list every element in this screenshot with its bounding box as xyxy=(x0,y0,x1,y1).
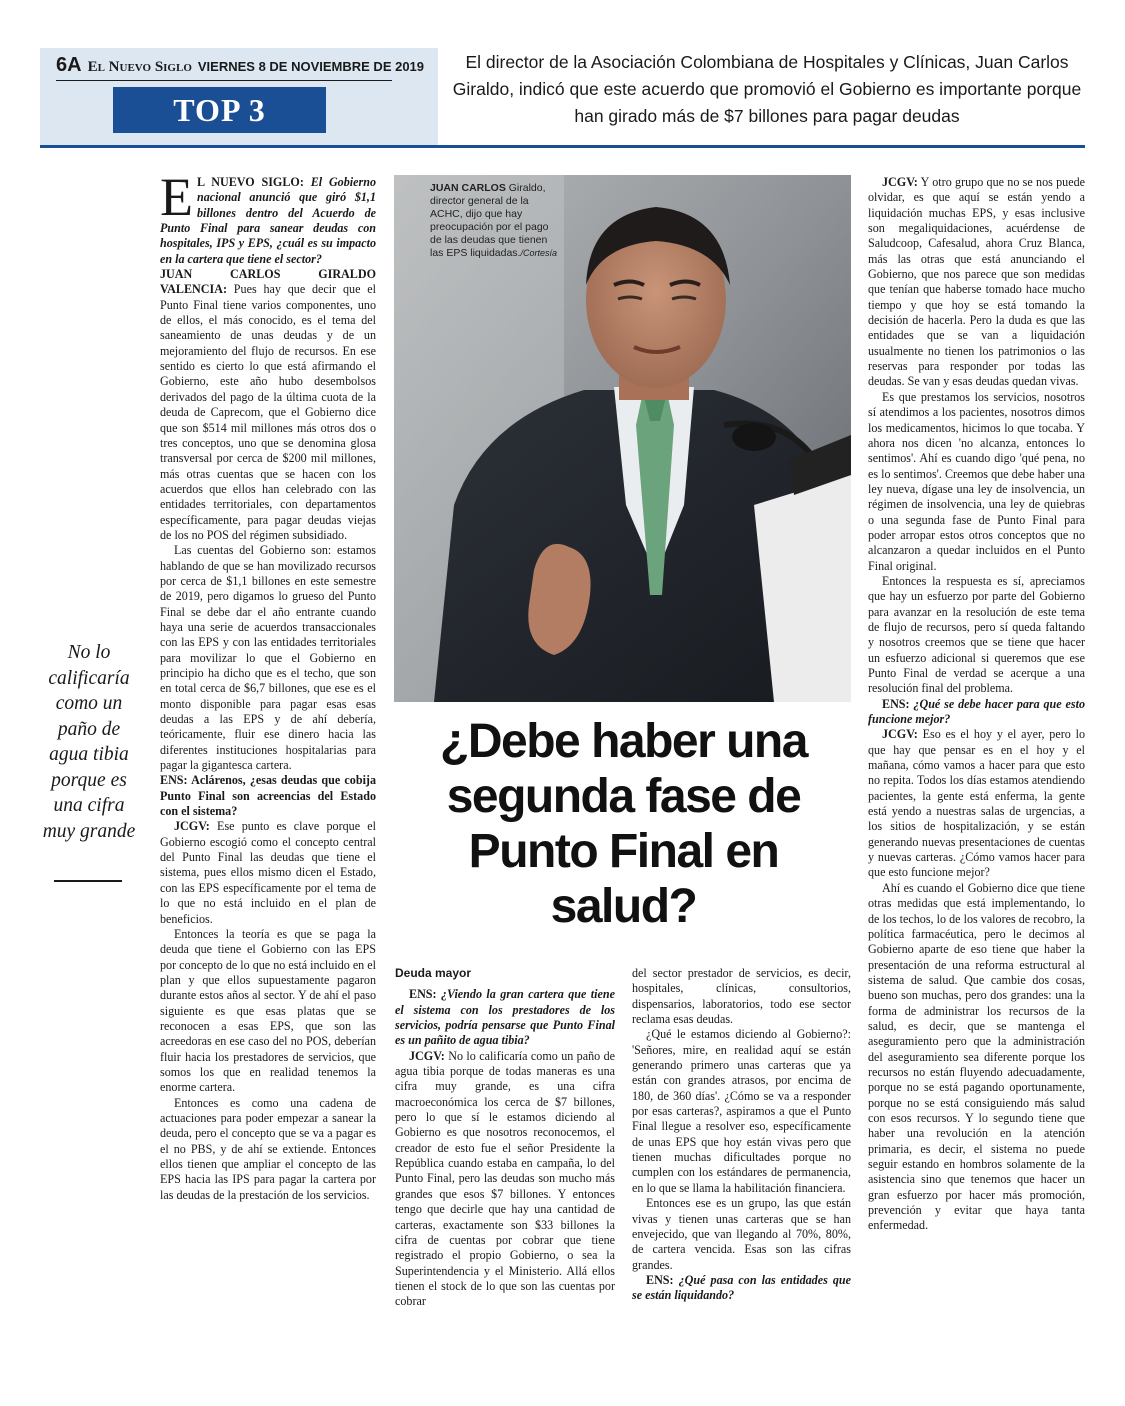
article-column-1 xyxy=(160,167,376,1203)
article-deck: El director de la Asociación Colombiana de Hospitales y Clínicas, Juan Carlos Giraldo, indicó que este acuerdo que promovió el Gobierno es importante porque han girado más de $7 billones para pagar deudas xyxy=(452,52,1082,126)
photo-caption: JUAN CARLOS Giraldo, director general de la ACHC, dijo que hay preocupación por el pago de las deudas que tienen las EPS liquidadas./Cortesía xyxy=(430,182,557,259)
answer-paragraph: JUAN CARLOS GIRALDO VALENCIA: Pues hay que decir que el Punto Final tiene varios componentes, uno de ellos, el más conocido, es el tema del saneamiento de unas deudas y de un mejoramiento del flujo de recursos. En ese sentido es cierto lo que está afirmando el Gobierno, este año hubo desembolsos derivados del pago de la última cuota de la deuda de Caprecom, que el Gobierno dice que son $514 mil millones más otros dos o tres conceptos, uno que se denomina glosa transversal por cerca de $200 mil millones, más otras cuentas que se hacen con los acuerdos que ellos han celebrado con las entidades territoriales, con departamentos específicamente, para pagar deudas viejas de los no POS del régimen subsidiado. xyxy=(160,267,376,542)
subhead: Deuda mayor xyxy=(395,966,472,980)
body-paragraph: Entonces la teoría es que se paga la deuda que tiene el Gobierno con las EPS por concepto de lo que no está incluido en el plan y que ellos supuestamente pagaron durante estos años al sector. Y de ahí el paso siguiente es que esas platas que se reconocen a esas EPS, que son las acreedoras en ese caso del no POS, deberían fluir hacia los prestadores de servicios, que somos los que en realidad tenemos la enorme cartera. xyxy=(160,926,376,1095)
drop-cap: E xyxy=(160,167,193,227)
article-column-4 xyxy=(868,175,1085,1234)
newspaper-name: El Nuevo Siglo xyxy=(87,59,192,75)
question-paragraph: ENS: ¿Viendo la gran cartera que tiene el sistema con los prestadores de los servicios, podría pensarse que Punto Final es un pañito de agua tibia? xyxy=(395,987,615,1048)
headline: ¿Debe haber una segunda fase de Punto Final en salud? xyxy=(440,715,807,933)
body-paragraph: Entonces ese es un grupo, las que están vivas y tienen unas carteras que se han envejecido, que van llegando al 70%, 80%, de cartera vencida. Esas son las cifras grandes. xyxy=(632,1196,851,1272)
body-paragraph: ¿Qué le estamos diciendo al Gobierno?: 'Señores, mire, en realidad aquí se están generando primero unas carteras que ya están con grandes atrasos, por encima de 180, de 360 días'. ¿Cómo se va a responder por esas carteras?, aspiramos a que el Punto Final llegue a resolver eso, específicamente de unas EPS que hoy están vivas pero que tienen muchas dificultades porque no cumplen con los estándares de permanencia, en lo que se llama la habilitación financiera. xyxy=(632,1027,851,1195)
folio xyxy=(56,54,424,77)
answer-paragraph: JCGV: No lo calificaría como un paño de agua tibia porque de todas maneras es una cifra muy grande, es una cifra macroeconómica los cerca de $7 billones, pero lo que sí le estamos diciendo al Gobierno es que nosotros reconocemos, el creador de esto fue el señor Presidente la República cuando estaba en campaña, lo del Punto Final, pero las deudas son mucho más grandes que esos $7 billones. Y entonces tengo que decirle que hay una cantidad de carteras, exactamente son $33 billones la cifra de cuentas por cobrar que tiene registrado el propio Gobierno, o sea la Superintendencia y el Ministerio. Allá ellos tienen el stock de lo que son las cuentas por cobrar xyxy=(395,1048,615,1309)
body-paragraph: Entonces la respuesta es sí, apreciamos que hay un esfuerzo por parte del Gobierno para avanzar en la resolución de este tema de flujo de recursos, pero sí queda faltando y nosotros creemos que se tiene que hacer un esfuerzo adicional si queremos que ese Punto Final de verdad se acerque a una resolución final del problema. xyxy=(868,573,1085,696)
question-paragraph: ENS: Aclárenos, ¿esas deudas que cobija Punto Final son acreencias del Estado con el sistema? xyxy=(160,773,376,819)
answer-paragraph: JCGV: Y otro grupo que no se nos puede olvidar, es que aquí se están yendo a liquidación muchas EPS, y esas inclusive son megaliquidaciones, acuérdense de Saludcoop, Cafesalud, ahora Cruz Blanca, más las otras que está anunciando el Gobierno, que nos parece que son medidas que tenían que haberse tomado hace mucho tiempo y que hoy se está tomando la decisión de hacerla. Pero la duda es que las entidades que se van a liquidación usualmente no tienen los patrimonios o las reservas para responder por todas las deudas. Se van y esas deudas quedan vivas. xyxy=(868,175,1085,389)
article-column-2 xyxy=(395,966,615,1310)
header-rule xyxy=(40,145,1085,148)
body-paragraph: Las cuentas del Gobierno son: estamos hablando de que se han movilizado recursos por cerca de $1,1 billones en este semestre de 2019, pero digamos lo grueso del Punto Final se debe dar el año entrante cuando haya una serie de acuerdos transaccionales con las EPS y con las entidades territoriales para movilizar lo que el Gobierno en principio ha dicho que es el techo, que son en total cerca de $6,7 billones, que ese es el monto disponible para pagar esas esas deudas a las EPS y de ahí debería, teóricamente, fluir ese dinero hacia las diferentes instituciones hospitalarias para pagar la gigantesca cartera. xyxy=(160,543,376,773)
page-number: 6A xyxy=(56,54,82,76)
answer-paragraph: JCGV: Eso es el hoy y el ayer, pero lo que hay que pensar es en el hoy y el mañana, cómo vamos a hacer para que esto no repita. Todos los días estamos atendiendo pacientes, la gente está enferma, la gente está yendo a nuestras salas de urgencias, a los sitios de hospitalización, y se están generando nuevas presentaciones de cuentas y nuevas carteras. ¿Cómo vamos hacer para que esto funcione mejor? xyxy=(868,727,1085,880)
body-paragraph: Es que prestamos los servicios, nosotros sí atendimos a los pacientes, nosotros dimos los medicamentos, hicimos lo que tocaba. Y ahora nos dicen 'no alcanza, entonces lo sentimos'. Ahí es cuando digo 'qué pena, no es lo sentimos'. Creemos que debe haber una ley nueva, dígase una ley de insolvencia, un régimen de insolvencia, una ley de quiebras o una segunda fase de Punto Final para poder arropar estos otros conceptos que no alcanzaron a quedar incluidos en el Punto Final original. xyxy=(868,389,1085,573)
body-paragraph: Entonces es como una cadena de actuaciones para poder empezar a sanear la deuda, pero el concepto que se va a pagar es el no PBS, y de ahí se extiende. Entonces ellos tienen que ampliar el concepto de las EPS hacia las IPS para pagar la cartera por las deudas de la prestación de los servicios. xyxy=(160,1095,376,1202)
question-paragraph: ENS: ¿Qué pasa con las entidades que se están liquidando? xyxy=(632,1272,851,1303)
pull-quote-rule xyxy=(54,880,122,882)
pull-quote: No lo calificaría como un paño de agua tibia porque es una cifra muy grande xyxy=(42,642,136,842)
issue-date: VIERNES 8 DE NOVIEMBRE DE 2019 xyxy=(197,59,425,74)
body-paragraph: del sector prestador de servicios, es decir, hospitales, clínicas, consultorios, dispensarios, laboratorios, todo ese sector reclama esas deudas. xyxy=(632,966,851,1027)
folio-rule xyxy=(56,80,392,81)
section-badge: TOP 3 xyxy=(113,87,326,133)
body-paragraph: Ahí es cuando el Gobierno dice que tiene otras medidas que está implementando, lo de los techos, lo de los valores de recobro, la política farmacéutica, pero le decimos al Gobierno aparte de eso tiene que haber la presentación de una reforma estructural al sistema de salud. Que cambie dos cosas, bueno son muchas, pero dos grandes: una la forma de administrar los recursos de la salud, es decir, que se mantenga el aseguramiento pero que la administración del aseguramiento sea diferente porque los recursos no están fluyendo adecuadamente, porque no se está pagando oportunamente, porque no se está consiguiendo más salud con esos recursos. Y lo segundo tiene que haber una revolución en la atención primaria, es decir, el sistema no puede seguir estando en hombros solamente de la asistencia sino que tenemos que hacer un gran esfuerzo por hacer más promoción, prevención y evitar que haya tanta enfermedad. xyxy=(868,880,1085,1233)
article-column-3 xyxy=(632,966,851,1304)
intro-question: E L NUEVO SIGLO: El Gobierno nacional anunció que giró $1,1 billones dentro del Acuerdo de Punto Final para sanear deudas con hospitales, IPS y EPS, ¿cuál es su impacto en la cartera que tiene el sector? xyxy=(160,167,376,266)
question-paragraph: ENS: ¿Qué se debe hacer para que esto funcione mejor? xyxy=(868,696,1085,727)
answer-paragraph: JCGV: Ese punto es clave porque el Gobierno escogió como el concepto central del Punto Final las deudas que tiene el sistema, pues ellos mismo dicen el Estado, con las EPS específicamente por el tema de lo que no está incluido en el plan de beneficios. xyxy=(160,819,376,926)
